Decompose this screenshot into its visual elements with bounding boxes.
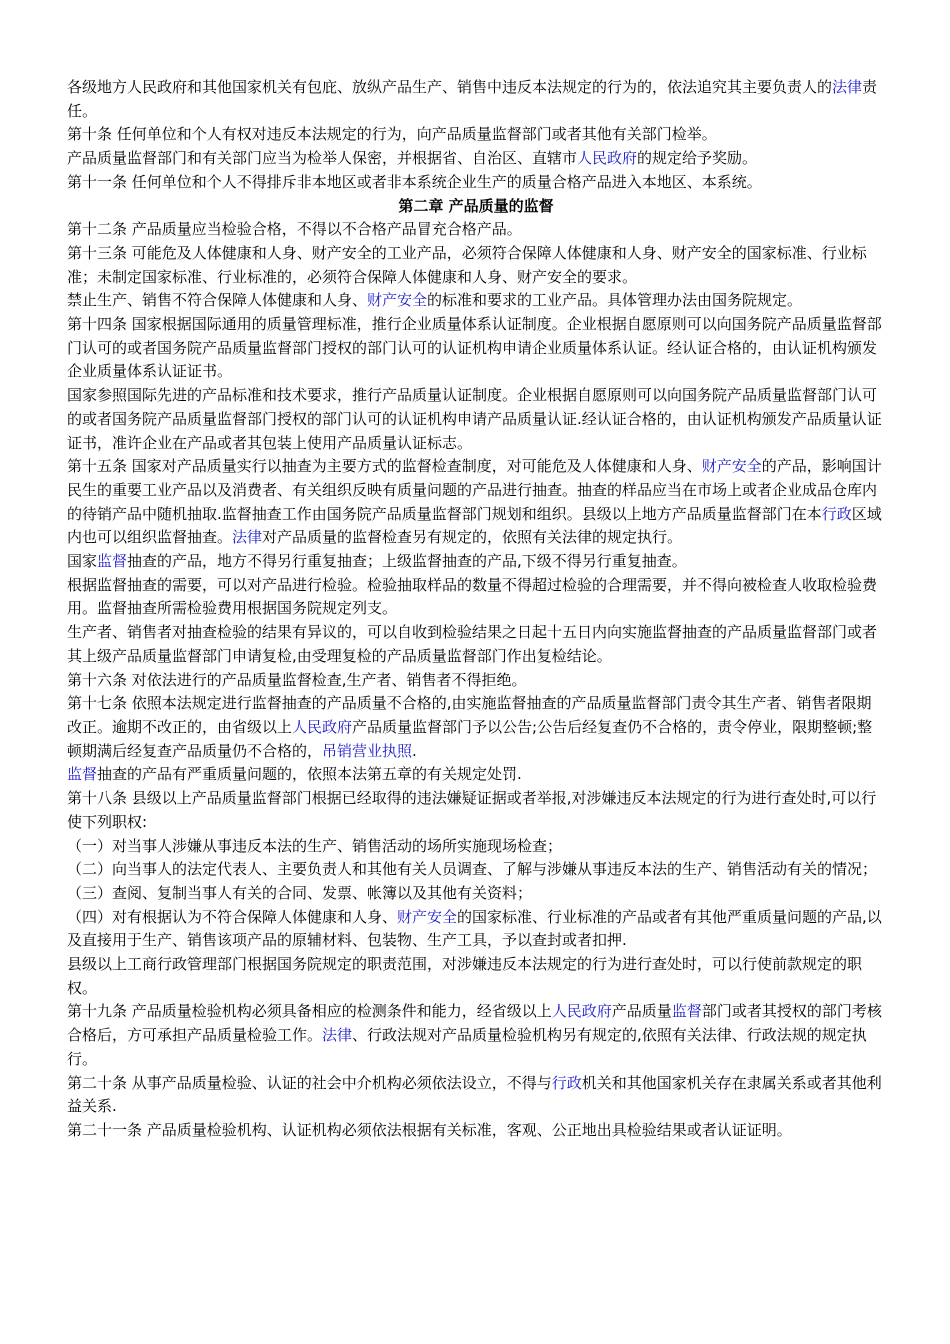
link-supervision[interactable]: 监督	[671, 1002, 702, 1021]
list-item: （二）向当事人的法定代表人、主要负责人和其他有关人员调查、了解与涉嫌从事违反本法的生产、销售活动有关的情况；	[67, 860, 878, 879]
paragraph: 禁止生产、销售不符合保障人体健康和人身、财产安全的标准和要求的工业产品。具体管理办法由国务院规定。	[67, 291, 803, 310]
article-16: 第十六条 对依法进行的产品质量监督检查,生产者、销售者不得拒绝。	[67, 670, 527, 689]
article-15: 第十五条 国家对产品质量实行以抽查为主要方式的监督检查制度，对可能危及人体健康和人身、财产安全的产品，影响国计民生的重要工业产品以及消费者、有关组织反映有质量问题的产品进行抽查。抽查的样品应当在市场上或者企业成品仓库内的待销产品中随机抽取.监督抽查工作由国务院产品质量监督部门规划和组织。县级以上地方产品质量监督部门在本行政区域内也可以组织监督抽查。法律对产品质量的监督检查另有规定的，依照有关法律的规定执行。	[67, 457, 882, 547]
paragraph: 各级地方人民政府和其他国家机关有包庇、放纵产品生产、销售中违反本法规定的行为的，依法追究其主要负责人的法律责任。	[67, 78, 878, 120]
article-13: 第十三条 可能危及人体健康和人身、财产安全的工业产品，必须符合保障人体健康和人身、财产安全的国家标准、行业标准；未制定国家标准、行业标准的，必须符合保障人体健康和人身、财产安全的要求。	[67, 243, 867, 286]
link-law[interactable]: 法律	[322, 1026, 353, 1045]
paragraph: 县级以上工商行政管理部门根据国务院规定的职责范围，对涉嫌违反本法规定的行为进行查处时，可以行使前款规定的职权。	[67, 955, 863, 997]
link-property-safety[interactable]: 财产安全	[367, 291, 428, 310]
paragraph: 国家监督抽查的产品，地方不得另行重复抽查；上级监督抽查的产品,下级不得另行重复抽查。	[67, 552, 687, 571]
article-10: 第十条 任何单位和个人有权对违反本法规定的行为，向产品质量监督部门或者其他有关部门检举。	[67, 125, 717, 144]
article-18: 第十八条 县级以上产品质量监督部门根据已经取得的违法嫌疑证据或者举报,对涉嫌违反本法规定的行为进行查处时,可以行使下列职权:	[67, 789, 877, 831]
link-law[interactable]: 法律	[232, 528, 263, 547]
article-20: 第二十条 从事产品质量检验、认证的社会中介机构必须依法设立，不得与行政机关和其他国家机关存在隶属关系或者其他利益关系.	[67, 1073, 882, 1116]
list-item: （一）对当事人涉嫌从事违反本法的生产、销售活动的场所实施现场检查；	[67, 836, 563, 855]
article-11: 第十一条 任何单位和个人不得排斥非本地区或者非本系统企业生产的质量合格产品进入本地区、本系统。	[67, 172, 762, 191]
article-19: 第十九条 产品质量检验机构必须具备相应的检测条件和能力，经省级以上人民政府产品质量监督部门或者其授权的部门考核合格后，方可承担产品质量检验工作。法律、行政法规对产品质量检验机构另有规定的,依照有关法律、行政法规的规定执行。	[67, 1002, 882, 1068]
link-revoke-business-license[interactable]: 吊销营业执照	[322, 741, 413, 760]
link-law[interactable]: 法律	[832, 78, 863, 96]
link-peoples-government[interactable]: 人民政府	[551, 1002, 612, 1021]
paragraph: 根据监督抽查的需要，可以对产品进行检验。检验抽取样品的数量不得超过检验的合理需要，并不得向被检查人收取检验费用。监督抽查所需检验费用根据国务院规定列支。	[67, 575, 878, 618]
link-supervision[interactable]: 监督	[97, 552, 128, 571]
document-body	[67, 76, 885, 1143]
article-21: 第二十一条 产品质量检验机构、认证机构必须依法根据有关标准，客观、公正地出具检验结果或者认证证明。	[67, 1120, 792, 1139]
paragraph: 生产者、销售者对抽查检验的结果有异议的，可以自收到检验结果之日起十五日内向实施监督抽查的产品质量监督部门或者其上级产品质量监督部门申请复检,由受理复检的产品质量监督部门作出复检结论。	[67, 623, 878, 665]
list-item: （四）对有根据认为不符合保障人体健康和人身、财产安全的国家标准、行业标准的产品或者有其他严重质量问题的产品,以及直接用于生产、销售该项产品的原辅材料、包装物、生产工具，予以查封或者扣押.	[67, 907, 882, 950]
paragraph: 国家参照国际先进的产品标准和技术要求，推行产品质量认证制度。企业根据自愿原则可以向国务院产品质量监督部门认可的或者国务院产品质量监督部门授权的部门认可的认证机构申请产品质量认证.经认证合格的，由认证机构颁发产品质量认证证书，准许企业在产品或者其包装上使用产品质量认证标志。	[67, 386, 882, 452]
link-administration[interactable]: 行政	[551, 1073, 582, 1092]
link-peoples-government[interactable]: 人民政府	[577, 149, 638, 168]
article-12: 第十二条 产品质量应当检验合格，不得以不合格产品冒充合格产品。	[67, 220, 522, 239]
article-14: 第十四条 国家根据国际通用的质量管理标准，推行企业质量体系认证制度。企业根据自愿原则可以向国务院产品质量监督部门认可的或者国务院产品质量监督部门授权的部门认可的认证机构申请企业质量体系认证。经认证合格的，由认证机构颁发企业质量体系认证证书。	[67, 315, 882, 381]
link-property-safety[interactable]: 财产安全	[701, 457, 762, 476]
article-17: 第十七条 依照本法规定进行监督抽查的产品质量不合格的,由实施监督抽查的产品质量监督部门责令其生产者、销售者限期改正。逾期不改正的，由省级以上人民政府产品质量监督部门予以公告;公告后经复查仍不合格的，责令停业，限期整顿;整顿期满后经复查产品质量仍不合格的，吊销营业执照.	[67, 694, 873, 760]
paragraph: 产品质量监督部门和有关部门应当为检举人保密，并根据省、自治区、直辖市人民政府的规定给予奖励。	[67, 149, 758, 168]
link-peoples-government[interactable]: 人民政府	[292, 717, 353, 736]
paragraph: 监督抽查的产品有严重质量问题的，依照本法第五章的有关规定处罚.	[67, 765, 522, 784]
link-administration[interactable]: 行政	[821, 504, 852, 523]
link-supervision[interactable]: 监督	[67, 765, 98, 784]
chapter-heading: 第二章 产品质量的监督	[398, 196, 554, 215]
link-property-safety[interactable]: 财产安全	[397, 907, 458, 926]
list-item: （三）查阅、复制当事人有关的合同、发票、帐簿以及其他有关资料；	[67, 883, 533, 902]
